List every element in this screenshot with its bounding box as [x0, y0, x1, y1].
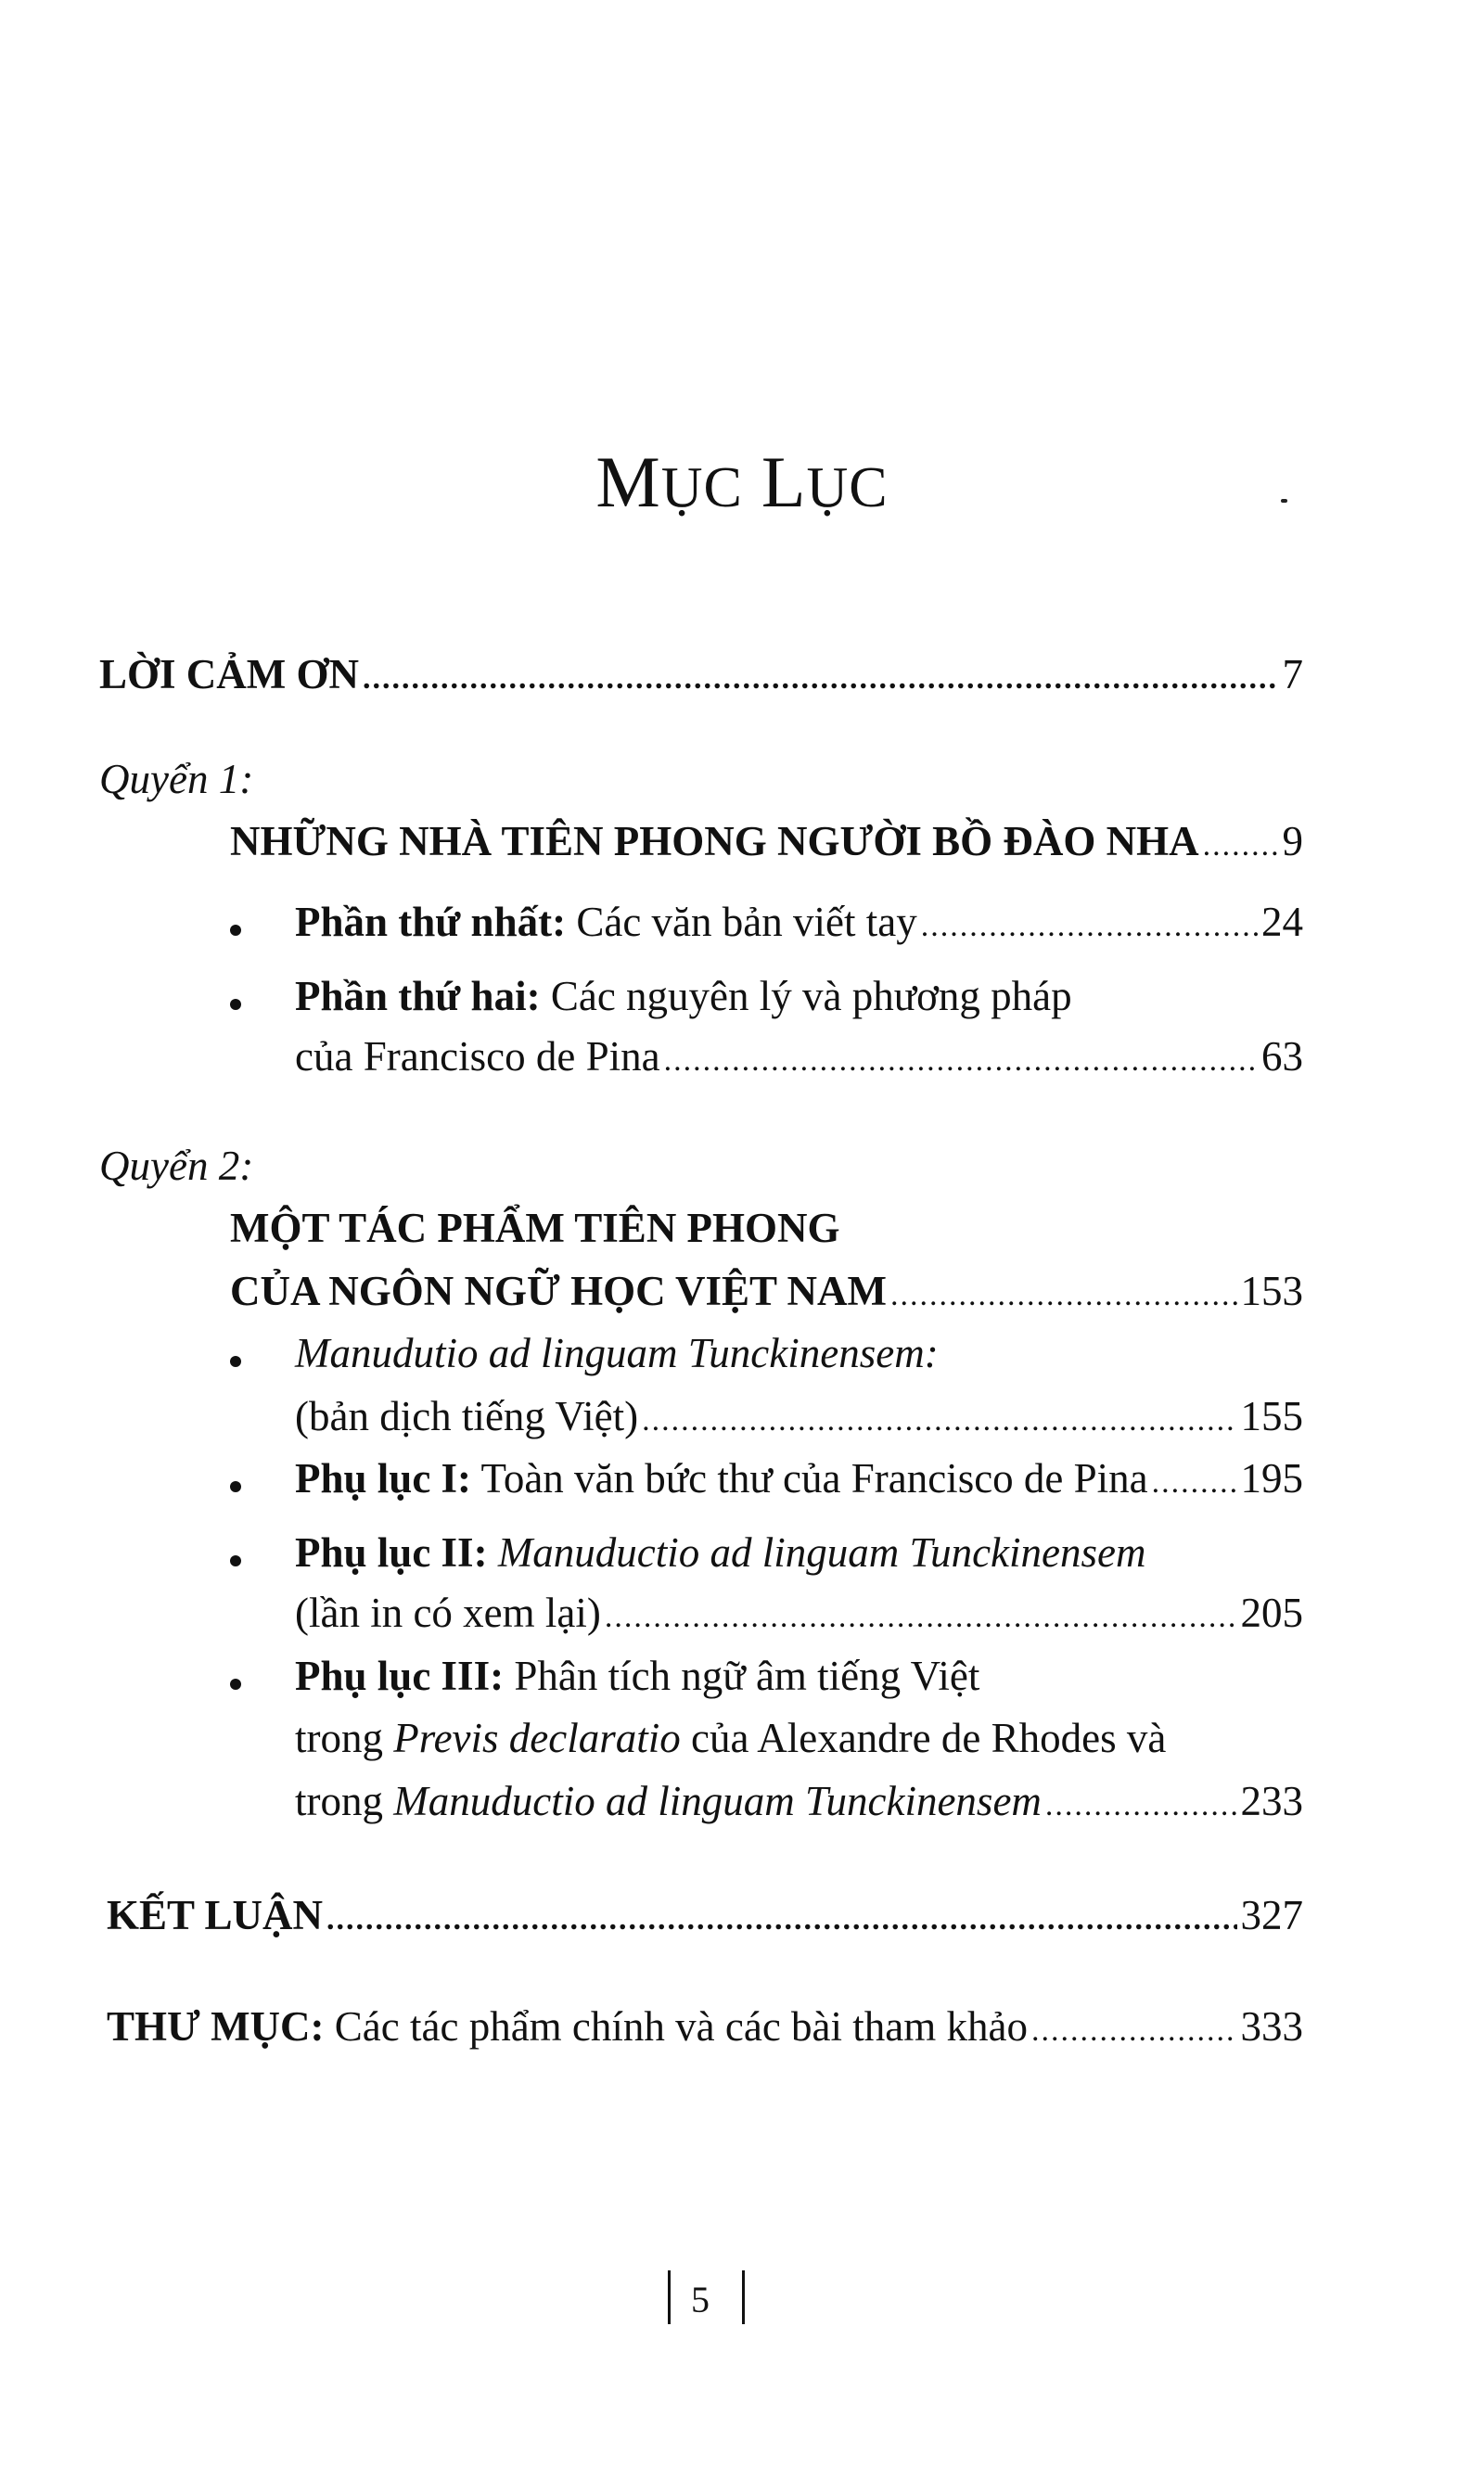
toc-entry-appendix3-line2: trong Previs declaratio của Alexandre de Rhodes và	[295, 1715, 1167, 1761]
folio-right-bar	[742, 2270, 745, 2324]
toc-entry-bibliography[interactable]: THƯ MỤC: Các tác phẩm chính và các bài tham khảo ..... 333	[107, 2006, 1303, 2048]
page-title: MỤC LỤC	[595, 441, 889, 522]
toc-entry-acknowledgements[interactable]: LỜI CẢM ƠN ..... 7	[99, 654, 1303, 696]
book2-title-line1: MỘT TÁC PHẨM TIÊN PHONG	[230, 1205, 840, 1251]
bullet-icon	[230, 1679, 241, 1690]
leader-dots	[642, 1405, 1236, 1437]
toc-entry-appendix2[interactable]: (lần in có xem lại) ..... 205	[295, 1592, 1303, 1634]
leader-dots	[1203, 830, 1279, 862]
leader-dots	[664, 1045, 1258, 1077]
toc-entry-book1-part2-line1[interactable]: Phần thứ hai: Các nguyên lý và phương pháp	[295, 973, 1072, 1019]
bullet-icon	[230, 1481, 241, 1492]
page-number: 5	[691, 2279, 710, 2320]
book1-heading: Quyển 1:	[99, 756, 254, 802]
leader-dots	[605, 1602, 1237, 1633]
leader-dots	[326, 1904, 1237, 1936]
toc-entry-book1[interactable]: NHỮNG NHÀ TIÊN PHONG NGƯỜI BỒ ĐÀO NHA ..... 9	[230, 821, 1303, 863]
folio-left-bar	[668, 2270, 671, 2324]
toc-entry-book1-part1[interactable]: Phần thứ nhất: Các văn bản viết tay ..... 24	[295, 901, 1303, 943]
toc-entry-conclusion[interactable]: KẾT LUẬN ..... 327	[107, 1895, 1303, 1937]
toc-entry-book1-part2[interactable]: của Francisco de Pina ..... 63	[295, 1036, 1303, 1078]
bullet-icon	[230, 1356, 241, 1367]
leader-dots	[1152, 1467, 1237, 1499]
toc-entry-appendix1[interactable]: Phụ lục I: Toàn văn bức thư của Francisco de Pina ..... 195	[295, 1458, 1303, 1500]
bullet-icon	[230, 1555, 241, 1566]
toc-entry-appendix3[interactable]: trong Manuductio ad linguam Tunckinensem ..... 233	[295, 1781, 1303, 1822]
toc-entry-book2[interactable]: CỦA NGÔN NGỮ HỌC VIỆT NAM ..... 153	[230, 1271, 1303, 1312]
leader-dots	[890, 1280, 1237, 1311]
toc-entry-appendix2-line1[interactable]: Phụ lục II: Manuductio ad linguam Tunckinensem	[295, 1529, 1146, 1576]
leader-dots	[921, 911, 1258, 942]
toc-entry-manudutio-line1: Manudutio ad linguam Tunckinensem:	[295, 1330, 939, 1376]
bullet-icon	[230, 999, 241, 1010]
bullet-icon	[230, 925, 241, 936]
book2-heading: Quyển 2:	[99, 1143, 254, 1189]
leader-dots	[1031, 2015, 1237, 2047]
leader-dots	[1045, 1790, 1237, 1821]
leader-dots	[363, 663, 1279, 695]
toc-entry-manudutio[interactable]: (bản dịch tiếng Việt) ..... 155	[295, 1396, 1303, 1438]
toc-entry-appendix3-line1[interactable]: Phụ lục III: Phân tích ngữ âm tiếng Việt	[295, 1653, 980, 1699]
ink-speck	[1281, 499, 1287, 503]
